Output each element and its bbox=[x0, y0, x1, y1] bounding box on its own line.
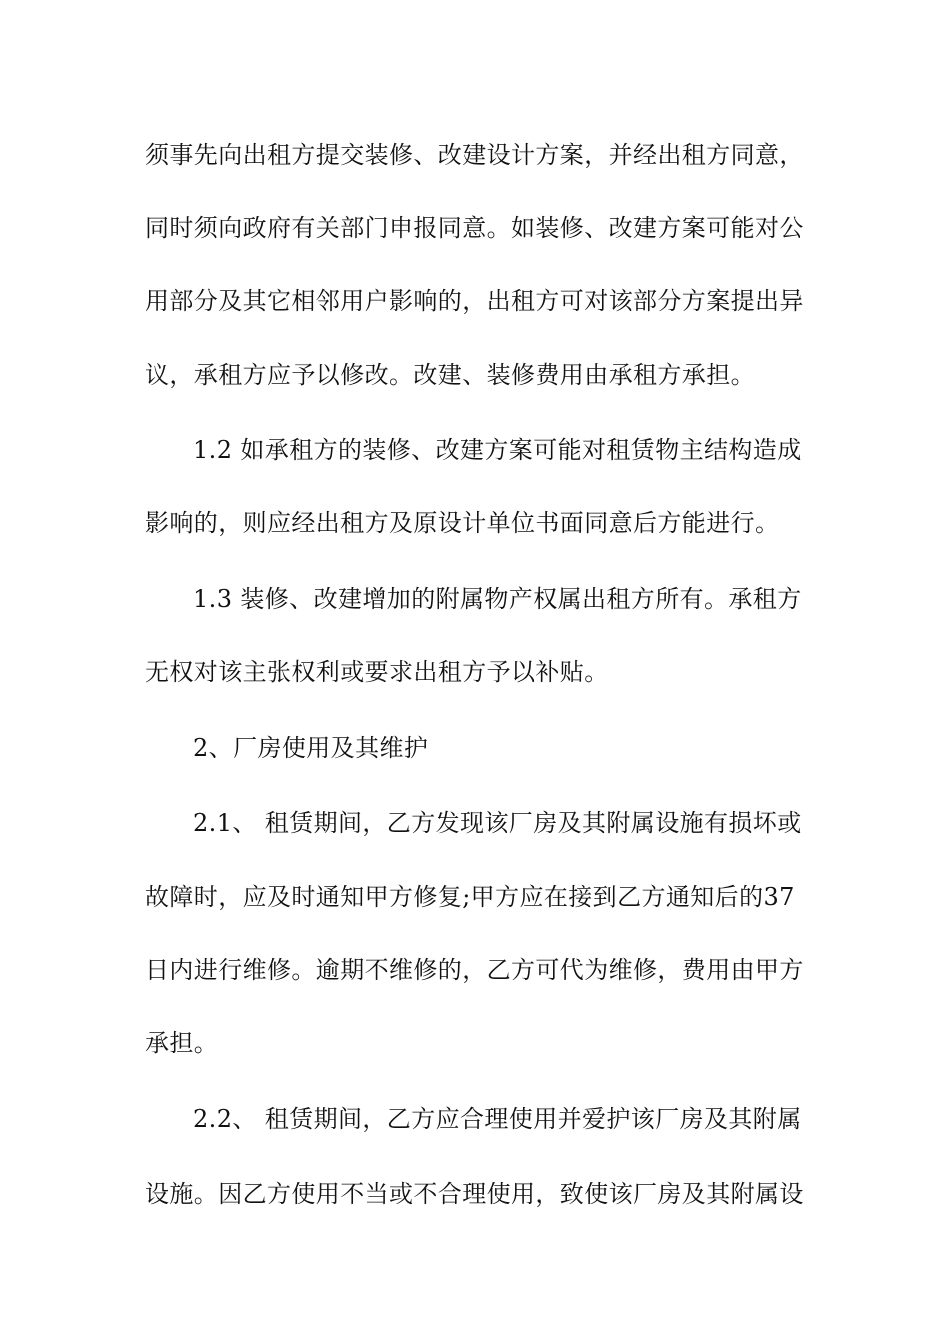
text-line: 无权对该主张权利或要求出租方予以补贴。 bbox=[145, 658, 609, 686]
text-line: 须事先向出租方提交装修、改建设计方案，并经出租方同意， bbox=[145, 141, 804, 169]
text-line: 同时须向政府有关部门申报同意。如装修、改建方案可能对公 bbox=[145, 214, 804, 242]
text-line: 用部分及其它相邻用户影响的，出租方可对该部分方案提出异 bbox=[145, 287, 804, 315]
text-line: 2.2、 租赁期间，乙方应合理使用并爱护该厂房及其附属 bbox=[193, 1105, 802, 1133]
text-line: 议，承租方应予以修改。改建、装修费用由承租方承担。 bbox=[145, 361, 755, 389]
text-line: 故障时，应及时通知甲方修复;甲方应在接到乙方通知后的37 bbox=[145, 883, 795, 911]
text-line: 日内进行维修。逾期不维修的，乙方可代为维修，费用由甲方 bbox=[145, 956, 804, 984]
section-heading: 2、厂房使用及其维护 bbox=[193, 734, 429, 762]
text-line: 2.1、 租赁期间，乙方发现该厂房及其附属设施有损坏或 bbox=[193, 809, 802, 837]
text-line: 承担。 bbox=[145, 1029, 219, 1057]
text-line: 1.3 装修、改建增加的附属物产权属出租方所有。承租方 bbox=[193, 585, 802, 613]
text-line: 设施。因乙方使用不当或不合理使用，致使该厂房及其附属设 bbox=[145, 1180, 804, 1208]
text-line: 1.2 如承租方的装修、改建方案可能对租赁物主结构造成 bbox=[193, 436, 802, 464]
text-line: 影响的，则应经出租方及原设计单位书面同意后方能进行。 bbox=[145, 509, 780, 537]
